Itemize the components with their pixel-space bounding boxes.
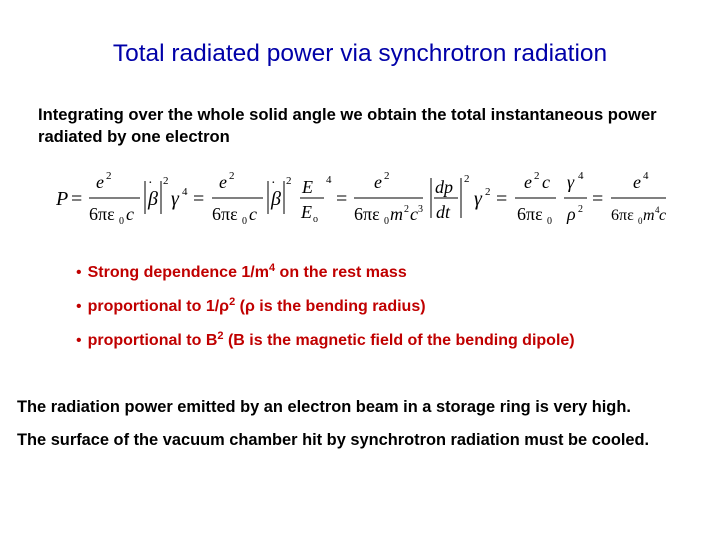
intro-text: Integrating over the whole solid angle we obtain the total instantaneous power radiated by one electron bbox=[38, 105, 657, 146]
bullet-sup: 2 bbox=[217, 330, 224, 342]
formula-den-m-exp: 2 bbox=[404, 204, 409, 215]
formula-eq-2: = bbox=[193, 188, 205, 210]
formula-Eo-sub: o bbox=[313, 214, 318, 225]
bullet-text: proportional to B bbox=[87, 332, 218, 349]
bullet-item-field bbox=[76, 330, 696, 364]
formula-den-sub0: 0 bbox=[119, 216, 124, 227]
formula-num-e-5: e bbox=[633, 172, 641, 192]
formula-den-m-5: m bbox=[643, 207, 655, 224]
formula-den-sub0-3: 0 bbox=[384, 216, 389, 227]
formula-num-e: e bbox=[96, 172, 104, 192]
formula-num-e-2: e bbox=[219, 172, 227, 192]
formula-abs-exp-2: 2 bbox=[286, 175, 292, 187]
formula-dp-exp: 2 bbox=[464, 173, 470, 185]
paragraph-power: The radiation power emitted by an electron beam in a storage ring is very high. bbox=[17, 398, 631, 416]
formula-num-e-3: e bbox=[374, 172, 382, 192]
formula-beta-1: β bbox=[148, 188, 158, 210]
formula-num-exp-3: 2 bbox=[384, 170, 390, 182]
formula-den-sub0-2: 0 bbox=[242, 216, 247, 227]
bullet-item-mass bbox=[76, 262, 696, 296]
bullet-text-rest: on the rest mass bbox=[275, 264, 407, 281]
formula-beta-2: β bbox=[271, 188, 281, 210]
formula-gamma-1: γ bbox=[171, 188, 179, 210]
formula-den-c-2: c bbox=[249, 204, 257, 224]
formula-den-6pieps-2: 6πε bbox=[212, 204, 238, 224]
formula-den-sub0-5: 0 bbox=[638, 216, 643, 226]
bullet-marker: • bbox=[76, 298, 82, 315]
formula-dot-1: · bbox=[148, 176, 153, 191]
bullet-list bbox=[76, 262, 696, 364]
formula-eq-1: = bbox=[71, 188, 83, 210]
formula-gamma-exp-3: 2 bbox=[485, 186, 491, 198]
formula-den-c-3: c bbox=[410, 204, 418, 224]
bullet-item-radius bbox=[76, 296, 696, 330]
formula-eq-4: = bbox=[496, 188, 508, 210]
formula-num-exp-2: 2 bbox=[229, 170, 235, 182]
bullet-marker: • bbox=[76, 264, 82, 281]
formula-rho-4: ρ bbox=[567, 204, 576, 224]
formula-P: P bbox=[56, 188, 69, 210]
formula-den-6pieps-4: 6πε bbox=[517, 204, 543, 224]
formula-den-6pieps: 6πε bbox=[89, 204, 115, 224]
bullet-sup: 4 bbox=[268, 262, 276, 274]
bullet-text-rest: (B is the magnetic field of the bending dipole) bbox=[223, 332, 575, 349]
formula-gamma-exp-4: 4 bbox=[578, 170, 584, 182]
formula-num-c-4: c bbox=[542, 172, 550, 192]
formula-energy-exp: 4 bbox=[326, 174, 332, 186]
formula-den-m: m bbox=[390, 204, 403, 224]
formula-num-exp-4: 2 bbox=[534, 170, 540, 182]
formula-den-6pieps-3: 6πε bbox=[354, 204, 380, 224]
formula-den-c: c bbox=[126, 204, 134, 224]
formula-E: E bbox=[302, 177, 313, 197]
power-formula bbox=[56, 168, 666, 248]
formula-den-6pieps-5: 6πε bbox=[611, 207, 634, 224]
formula-abs-exp-1: 2 bbox=[163, 175, 169, 187]
formula-num-e-4: e bbox=[524, 172, 532, 192]
formula-den-sub0-4: 0 bbox=[547, 216, 552, 227]
formula-gamma-exp-1: 4 bbox=[182, 186, 188, 198]
formula-gamma-4: γ bbox=[567, 172, 575, 192]
bullet-text: proportional to 1/ρ bbox=[87, 298, 230, 315]
formula-den-m-exp-5: 4 bbox=[655, 205, 660, 215]
bullet-text-rest: (ρ is the bending radius) bbox=[235, 298, 426, 315]
formula-gamma-3: γ bbox=[474, 188, 482, 210]
formula-dp: dp bbox=[435, 177, 453, 197]
slide-title: Total radiated power via synchrotron radiation bbox=[112, 40, 608, 67]
formula-den-c-exp: 3 bbox=[418, 204, 423, 215]
formula-svg bbox=[56, 168, 666, 248]
formula-num-exp: 2 bbox=[106, 170, 112, 182]
formula-eq-3: = bbox=[336, 188, 348, 210]
formula-den-c-5: c bbox=[659, 207, 666, 224]
formula-eq-5: = bbox=[592, 188, 604, 210]
paragraph-cooling: The surface of the vacuum chamber hit by synchrotron radiation must be cooled. bbox=[17, 431, 650, 449]
formula-rho-exp-4: 2 bbox=[578, 204, 583, 215]
formula-dt: dt bbox=[436, 202, 451, 222]
formula-Eo: E bbox=[301, 202, 312, 222]
formula-num-exp-5: 4 bbox=[643, 170, 649, 182]
bullet-marker: • bbox=[76, 332, 82, 349]
formula-dot-2: · bbox=[271, 176, 276, 191]
bullet-sup: 2 bbox=[229, 296, 236, 308]
bullet-text: Strong dependence 1/m bbox=[87, 264, 269, 281]
